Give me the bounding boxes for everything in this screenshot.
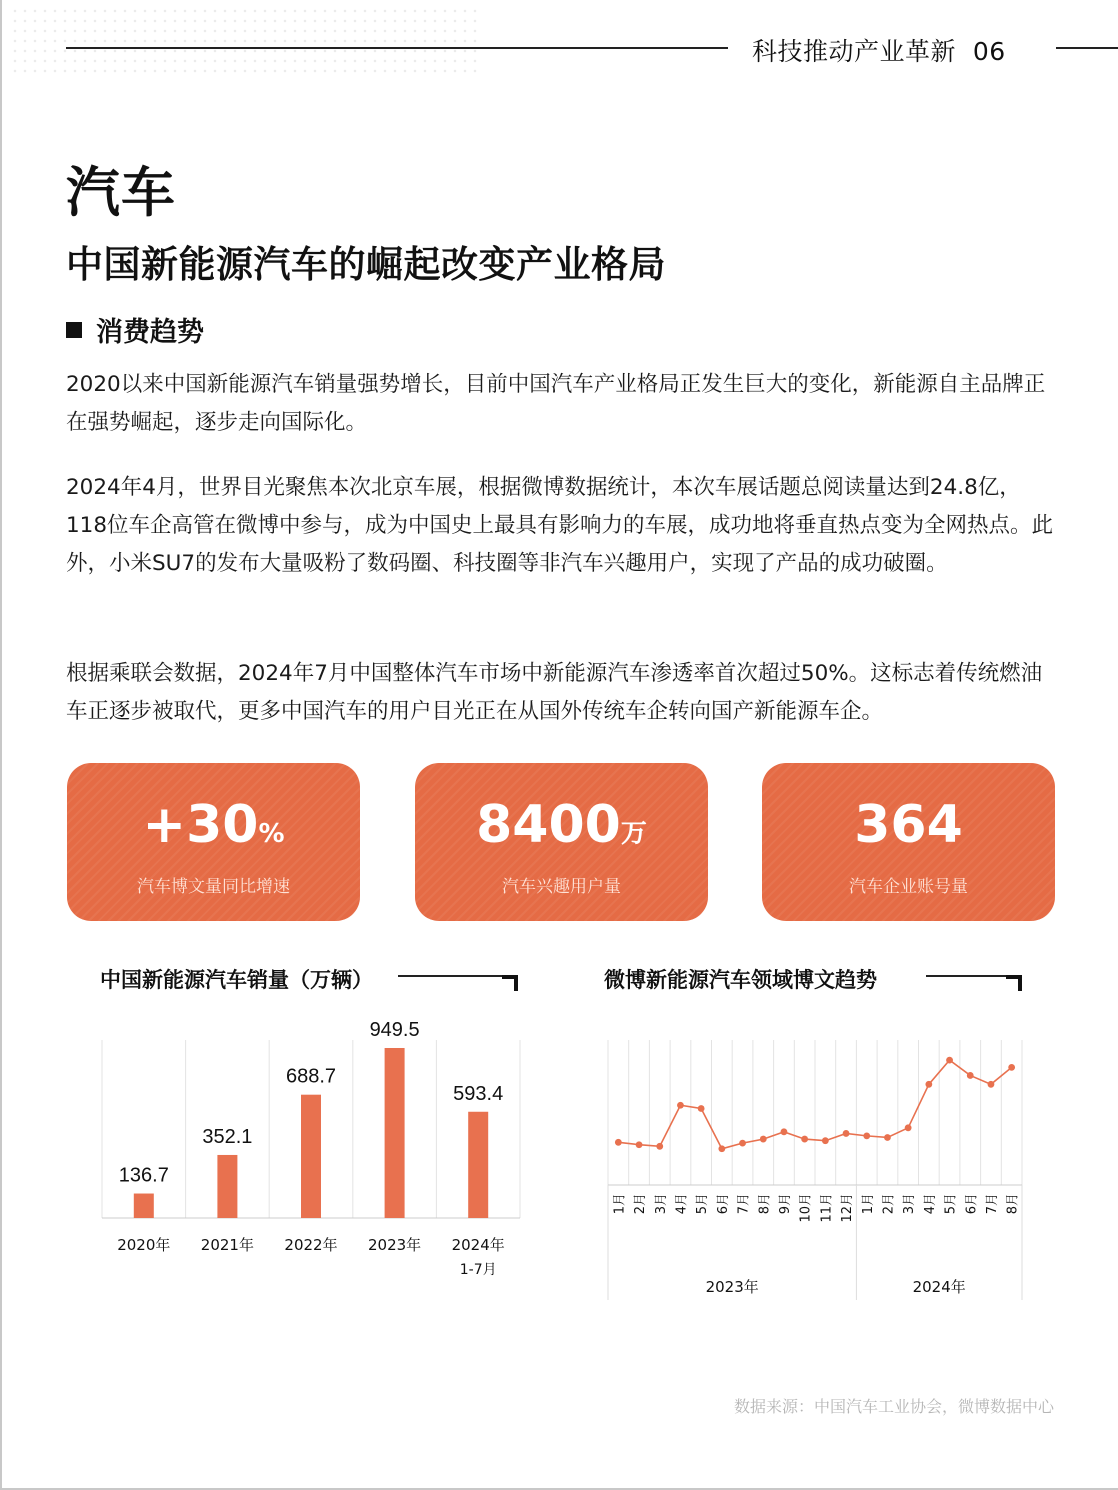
x-tick-label: 9月 <box>777 1193 793 1215</box>
data-point <box>884 1134 891 1141</box>
bar <box>134 1194 154 1218</box>
x-group-label: 2023年 <box>705 1278 759 1296</box>
header-rule-left <box>66 47 728 49</box>
stat-card-accounts <box>762 763 1055 921</box>
x-tick-label: 11月 <box>819 1193 835 1223</box>
x-tick-label: 2024年 <box>451 1236 505 1254</box>
data-point <box>718 1145 725 1152</box>
stat-value: 8400万 <box>476 795 647 855</box>
bar-value-label: 688.7 <box>285 1065 337 1088</box>
stat-label: 汽车博文量同比增速 <box>137 877 290 897</box>
x-tick-label: 8月 <box>1005 1193 1021 1215</box>
square-bullet-icon <box>66 322 82 338</box>
stat-label: 汽车企业账号量 <box>849 877 968 897</box>
bar-value-label: 352.1 <box>202 1125 253 1148</box>
x-tick-label: 3月 <box>902 1193 918 1215</box>
data-point <box>760 1136 767 1143</box>
x-tick-label: 2021年 <box>200 1236 254 1254</box>
stat-value: +30% <box>142 795 285 855</box>
section-heading <box>66 310 204 349</box>
stat-value: 364 <box>854 795 963 855</box>
data-point <box>925 1081 932 1088</box>
corner-bracket-icon <box>502 975 518 991</box>
stat-card-users <box>415 763 708 921</box>
data-point <box>739 1140 746 1147</box>
x-tick-label: 5月 <box>943 1193 959 1215</box>
data-point <box>656 1143 663 1150</box>
page-title: 汽车 <box>66 161 176 224</box>
bar-value-label: 949.5 <box>369 1018 420 1041</box>
data-source-note: 数据来源：中国汽车工业协会，微博数据中心 <box>733 1397 1054 1416</box>
data-point <box>946 1057 953 1064</box>
bar-value-label: 593.4 <box>453 1082 504 1105</box>
bar <box>217 1155 237 1218</box>
data-point <box>698 1105 705 1112</box>
page-subtitle: 中国新能源汽车的崛起改变产业格局 <box>66 243 666 286</box>
x-tick-label: 1月 <box>612 1193 628 1215</box>
paragraph-1: 2020以来中国新能源汽车销量强势增长，目前中国汽车产业格局正发生巨大的变化，新能源自主品牌正在强势崛起，逐步走向国际化。 <box>66 372 1046 435</box>
corner-bracket-icon <box>1006 975 1022 991</box>
stat-label: 汽车兴趣用户量 <box>502 877 621 897</box>
x-tick-label: 6月 <box>964 1193 980 1215</box>
paragraph-3: 根据乘联会数据，2024年7月中国整体汽车市场中新能源汽车渗透率首次超过50%。这标志着传统燃油车正逐步被取代，更多中国汽车的用户目光正在从国外传统车企转向国产新能源车企。 <box>66 661 1043 724</box>
data-point <box>843 1130 850 1137</box>
line-chart-title: 微博新能源汽车领域博文趋势 <box>604 968 877 992</box>
x-tick-label: 8月 <box>757 1193 773 1215</box>
data-point <box>615 1139 622 1146</box>
x-group-label: 2024年 <box>912 1278 966 1296</box>
x-tick-label: 6月 <box>715 1193 731 1215</box>
data-point <box>1008 1064 1015 1071</box>
data-point <box>822 1137 829 1144</box>
bar <box>385 1048 405 1218</box>
x-tick-label: 4月 <box>674 1193 690 1215</box>
section-heading-text: 消费趋势 <box>96 317 204 348</box>
x-tick-sublabel: 1-7月 <box>459 1262 497 1278</box>
bar-value-label: 136.7 <box>118 1164 169 1187</box>
data-point <box>801 1136 808 1143</box>
data-point <box>967 1072 974 1079</box>
bar <box>468 1112 488 1218</box>
x-tick-label: 5月 <box>695 1193 711 1215</box>
data-point <box>677 1102 684 1109</box>
header-rule-right <box>1056 47 1118 49</box>
bar-chart-title-rule <box>398 975 518 977</box>
x-tick-label: 2月 <box>881 1193 897 1215</box>
line-chart <box>600 1030 1030 1305</box>
x-tick-label: 10月 <box>798 1193 814 1223</box>
x-tick-label: 7月 <box>736 1193 752 1215</box>
paragraph-2: 2024年4月，世界目光聚焦本次北京车展，根据微博数据统计，本次车展话题总阅读量达到24.8亿，118位车企高管在微博中参与，成为中国史上最具有影响力的车展，成功地将垂直热点变为全网热点。此外，小米SU7的发布大量吸粉了数码圈、科技圈等非汽车兴趣用户，实现了产品的成功破圈。 <box>66 475 1054 576</box>
x-tick-label: 2020年 <box>117 1236 171 1254</box>
data-point <box>863 1132 870 1139</box>
dot-pattern-decoration <box>10 6 480 76</box>
x-tick-label: 4月 <box>922 1193 938 1215</box>
bar-chart-title: 中国新能源汽车销量（万辆） <box>100 968 373 992</box>
x-tick-label: 3月 <box>653 1193 669 1215</box>
bar <box>301 1095 321 1218</box>
x-tick-label: 1月 <box>860 1193 876 1215</box>
header-title: 科技推动产业革新 06 <box>752 37 1006 66</box>
x-tick-label: 2022年 <box>284 1236 338 1254</box>
data-point <box>988 1081 995 1088</box>
page-border-left <box>0 0 2 1490</box>
x-tick-label: 2023年 <box>368 1236 422 1254</box>
bar-chart <box>96 1010 526 1290</box>
x-tick-label: 12月 <box>840 1193 856 1223</box>
data-point <box>781 1128 788 1135</box>
stat-card-growth <box>67 763 360 921</box>
data-point <box>636 1141 643 1148</box>
data-point <box>905 1124 912 1131</box>
x-tick-label: 2月 <box>633 1193 649 1215</box>
x-tick-label: 7月 <box>984 1193 1000 1215</box>
